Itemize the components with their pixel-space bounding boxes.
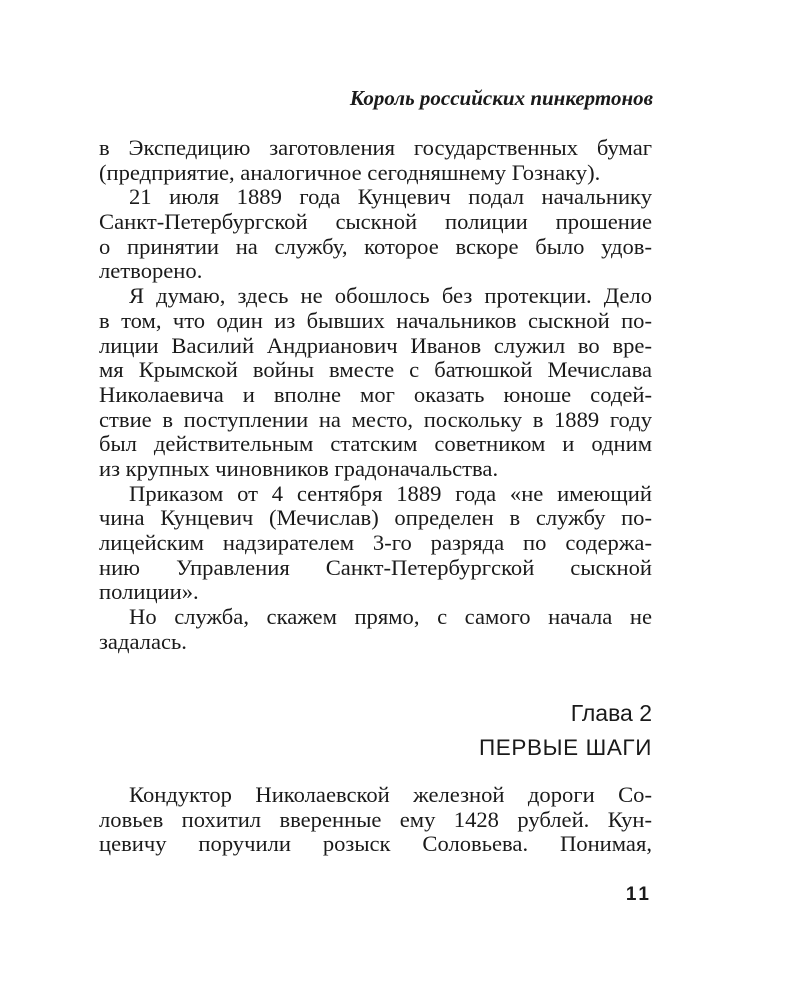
text-line: лицейским надзирателем 3-го разряда по содержа- <box>99 530 652 555</box>
text-line: (предприятие, аналогичное сегодняшнему Гознаку). <box>99 159 601 185</box>
text-line: в Экспедицию заготовления государственных бумаг <box>99 135 652 160</box>
text-line: лиции Василий Андрианович Иванов служил во вре- <box>99 332 652 358</box>
text-line: 21 июля 1889 года Кунцевич подал начальнику <box>129 184 652 210</box>
chapter-title: ПЕРВЫЕ ШАГИ <box>479 735 652 760</box>
text-line: Кондуктор Николаевской железной дороги Со- <box>129 782 652 807</box>
text-line: был действительным статским советником и одним <box>99 431 652 457</box>
text-line: Но служба, скажем прямо, с самого начала не <box>129 604 652 630</box>
text-line: ствие в поступлении на место, поскольку в 1889 году <box>99 406 652 432</box>
page-number: 11 <box>625 884 652 905</box>
text-line: в том, что один из бывших начальников сыскной по- <box>99 307 652 333</box>
chapter-label: Глава 2 <box>570 700 652 726</box>
text-line: Санкт-Петербургской сыскной полиции прошение <box>99 209 652 235</box>
text-line: цевичу поручили розыск Соловьева. Понимая, <box>99 831 652 857</box>
text-line: летворено. <box>99 258 203 284</box>
body-text <box>99 136 652 654</box>
chapter-text <box>99 783 652 857</box>
text-line: полиции». <box>99 579 199 605</box>
text-line: о принятии на службу, которое вскоре было удов- <box>99 233 652 259</box>
text-line: нию Управления Санкт-Петербургской сыскной <box>99 554 652 580</box>
text-line: мя Крымской войны вместе с батюшкой Мечислава <box>99 357 652 383</box>
text-line: Приказом от 4 сентября 1889 года «не имеющий <box>129 480 652 506</box>
text-line: чина Кунцевич (Мечислав) определен в службу по- <box>99 505 652 531</box>
text-line: задалась. <box>99 628 187 654</box>
text-line: Николаевича и вполне мог оказать юноше содей- <box>99 381 652 407</box>
text-line: Я думаю, здесь не обошлось без протекции. Дело <box>129 283 652 309</box>
text-line: из крупных чиновников градоначальства. <box>99 455 499 481</box>
text-line: ловьев похитил вверенные ему 1428 рублей. Кун- <box>99 806 652 832</box>
running-header: Король российских пинкертонов <box>349 86 653 110</box>
